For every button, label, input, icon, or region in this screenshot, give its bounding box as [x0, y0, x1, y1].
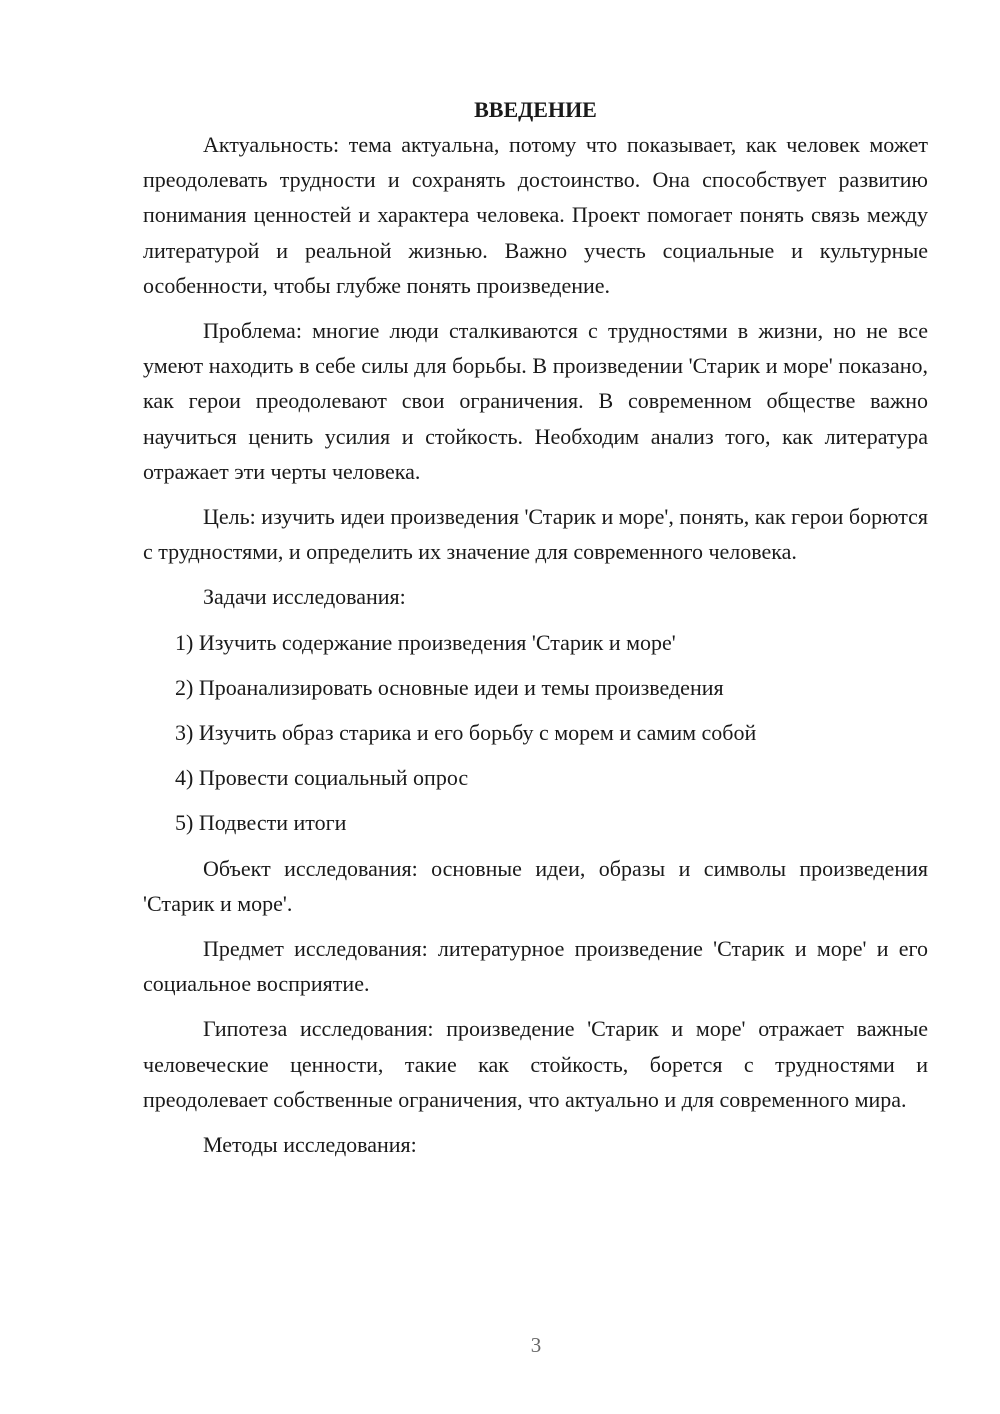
paragraph-subject: Предмет исследования: литературное произведение 'Старик и море' и его социальное восприятие. — [143, 936, 928, 997]
paragraph-tasks-heading: Задачи исследования: — [203, 584, 406, 610]
section-title: ВВЕДЕНИЕ — [474, 97, 597, 122]
paragraph-object: Объект исследования: основные идеи, образы и символы произведения 'Старик и море'. — [143, 855, 928, 916]
paragraph-hypothesis: Гипотеза исследования: произведение 'Старик и море' отражает важные человеческие ценности, такие как стойкость, борется с трудностями и преодолевает собственные ограничения, что актуально и для современного мира. — [143, 1016, 928, 1112]
list-item: 3) Изучить образ старика и его борьбу с морем и самим собой — [175, 720, 757, 746]
paragraph-relevance: Актуальность: тема актуальна, потому что показывает, как человек может преодолевать трудности и сохранять достоинство. Она способствует развитию понимания ценностей и характера человека. Проект помогает понять связь между литературой и реальной жизнью. Важно учесть социальные и культурные особенности, чтобы глубже понять произведение. — [143, 132, 928, 298]
paragraph-methods-heading: Методы исследования: — [203, 1132, 417, 1158]
tasks-list — [143, 625, 928, 841]
list-item: 1) Изучить содержание произведения 'Старик и море' — [175, 629, 676, 655]
list-item: 4) Провести социальный опрос — [175, 765, 469, 791]
paragraph-problem: Проблема: многие люди сталкиваются с трудностями в жизни, но не все умеют находить в себе силы для борьбы. В произведении 'Старик и море' показано, как герои преодолевают свои ограничения. В современном обществе важно научиться ценить усилия и стойкость. Необходим анализ того, как литература отражает эти черты человека. — [143, 318, 928, 484]
paragraph-goal: Цель: изучить идеи произведения 'Старик и море', понять, как герои борются с трудностями, и определить их значение для современного человека. — [143, 504, 928, 565]
page-number: 3 — [530, 1333, 542, 1357]
document-page — [143, 92, 928, 1172]
list-item: 5) Подвести итоги — [175, 810, 347, 836]
list-item: 2) Проанализировать основные идеи и темы произведения — [175, 674, 724, 700]
